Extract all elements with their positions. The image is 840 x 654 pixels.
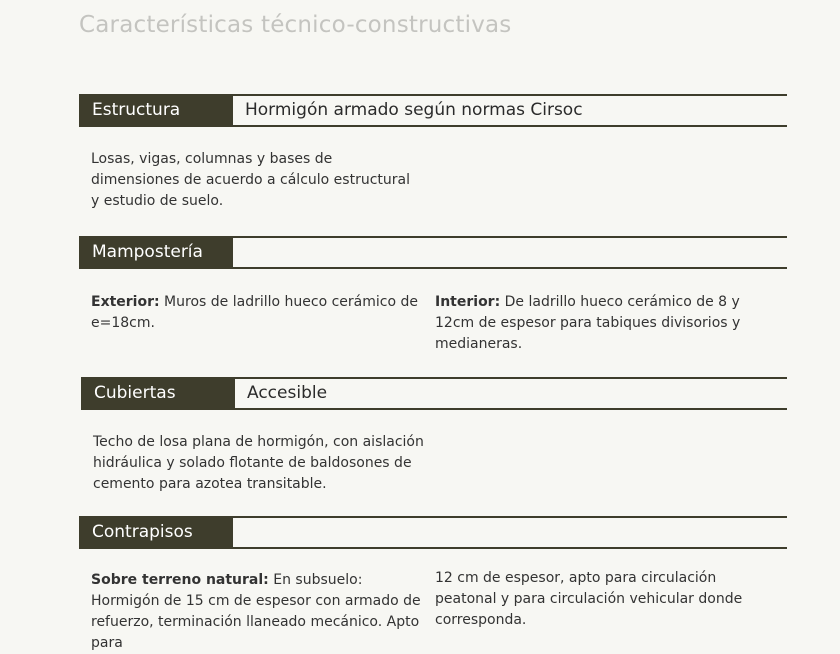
exterior-label: Exterior: xyxy=(91,294,160,310)
section-value: Accesible xyxy=(247,383,328,403)
section-label: Mampostería xyxy=(79,238,233,267)
exterior-paragraph xyxy=(91,292,421,334)
section-header-cubiertas xyxy=(81,377,787,410)
page-title: Características técnico-constructivas xyxy=(79,12,512,38)
terreno-natural-label: Sobre terreno natural: xyxy=(91,572,269,588)
section-label: Cubiertas xyxy=(81,379,235,408)
interior-paragraph xyxy=(435,292,750,355)
interior-label: Interior: xyxy=(435,294,501,310)
section-header-mamposteria xyxy=(79,236,787,269)
contrapiso-right-paragraph: 12 cm de espesor, apto para circulación peatonal y para circulación vehicular donde corresponda. xyxy=(435,570,743,628)
section-text-cubiertas: Techo de losa plana de hormigón, con aislación hidráulica y solado flotante de baldosones de cemento para azotea transitable. xyxy=(93,434,424,492)
section-text-estructura: Losas, vigas, columnas y bases de dimensiones de acuerdo a cálculo estructural y estudio de suelo. xyxy=(91,151,410,209)
section-label: Contrapisos xyxy=(79,518,233,547)
interior-text: De ladrillo hueco cerámico de 8 y 12cm de espesor para tabiques divisorios y medianeras. xyxy=(435,294,741,352)
section-header-contrapisos xyxy=(79,516,787,549)
section-value: Hormigón armado según normas Cirsoc xyxy=(245,100,583,120)
section-header-estructura xyxy=(79,94,787,127)
section-label: Estructura xyxy=(79,96,233,125)
exterior-text: Muros de ladrillo hueco cerámico de e=18cm. xyxy=(91,294,418,331)
terreno-natural-paragraph xyxy=(91,570,421,654)
terreno-natural-text: En subsuelo: Hormigón de 15 cm de espesor con armado de refuerzo, terminación llaneado mecánico. Apto para xyxy=(91,572,421,651)
